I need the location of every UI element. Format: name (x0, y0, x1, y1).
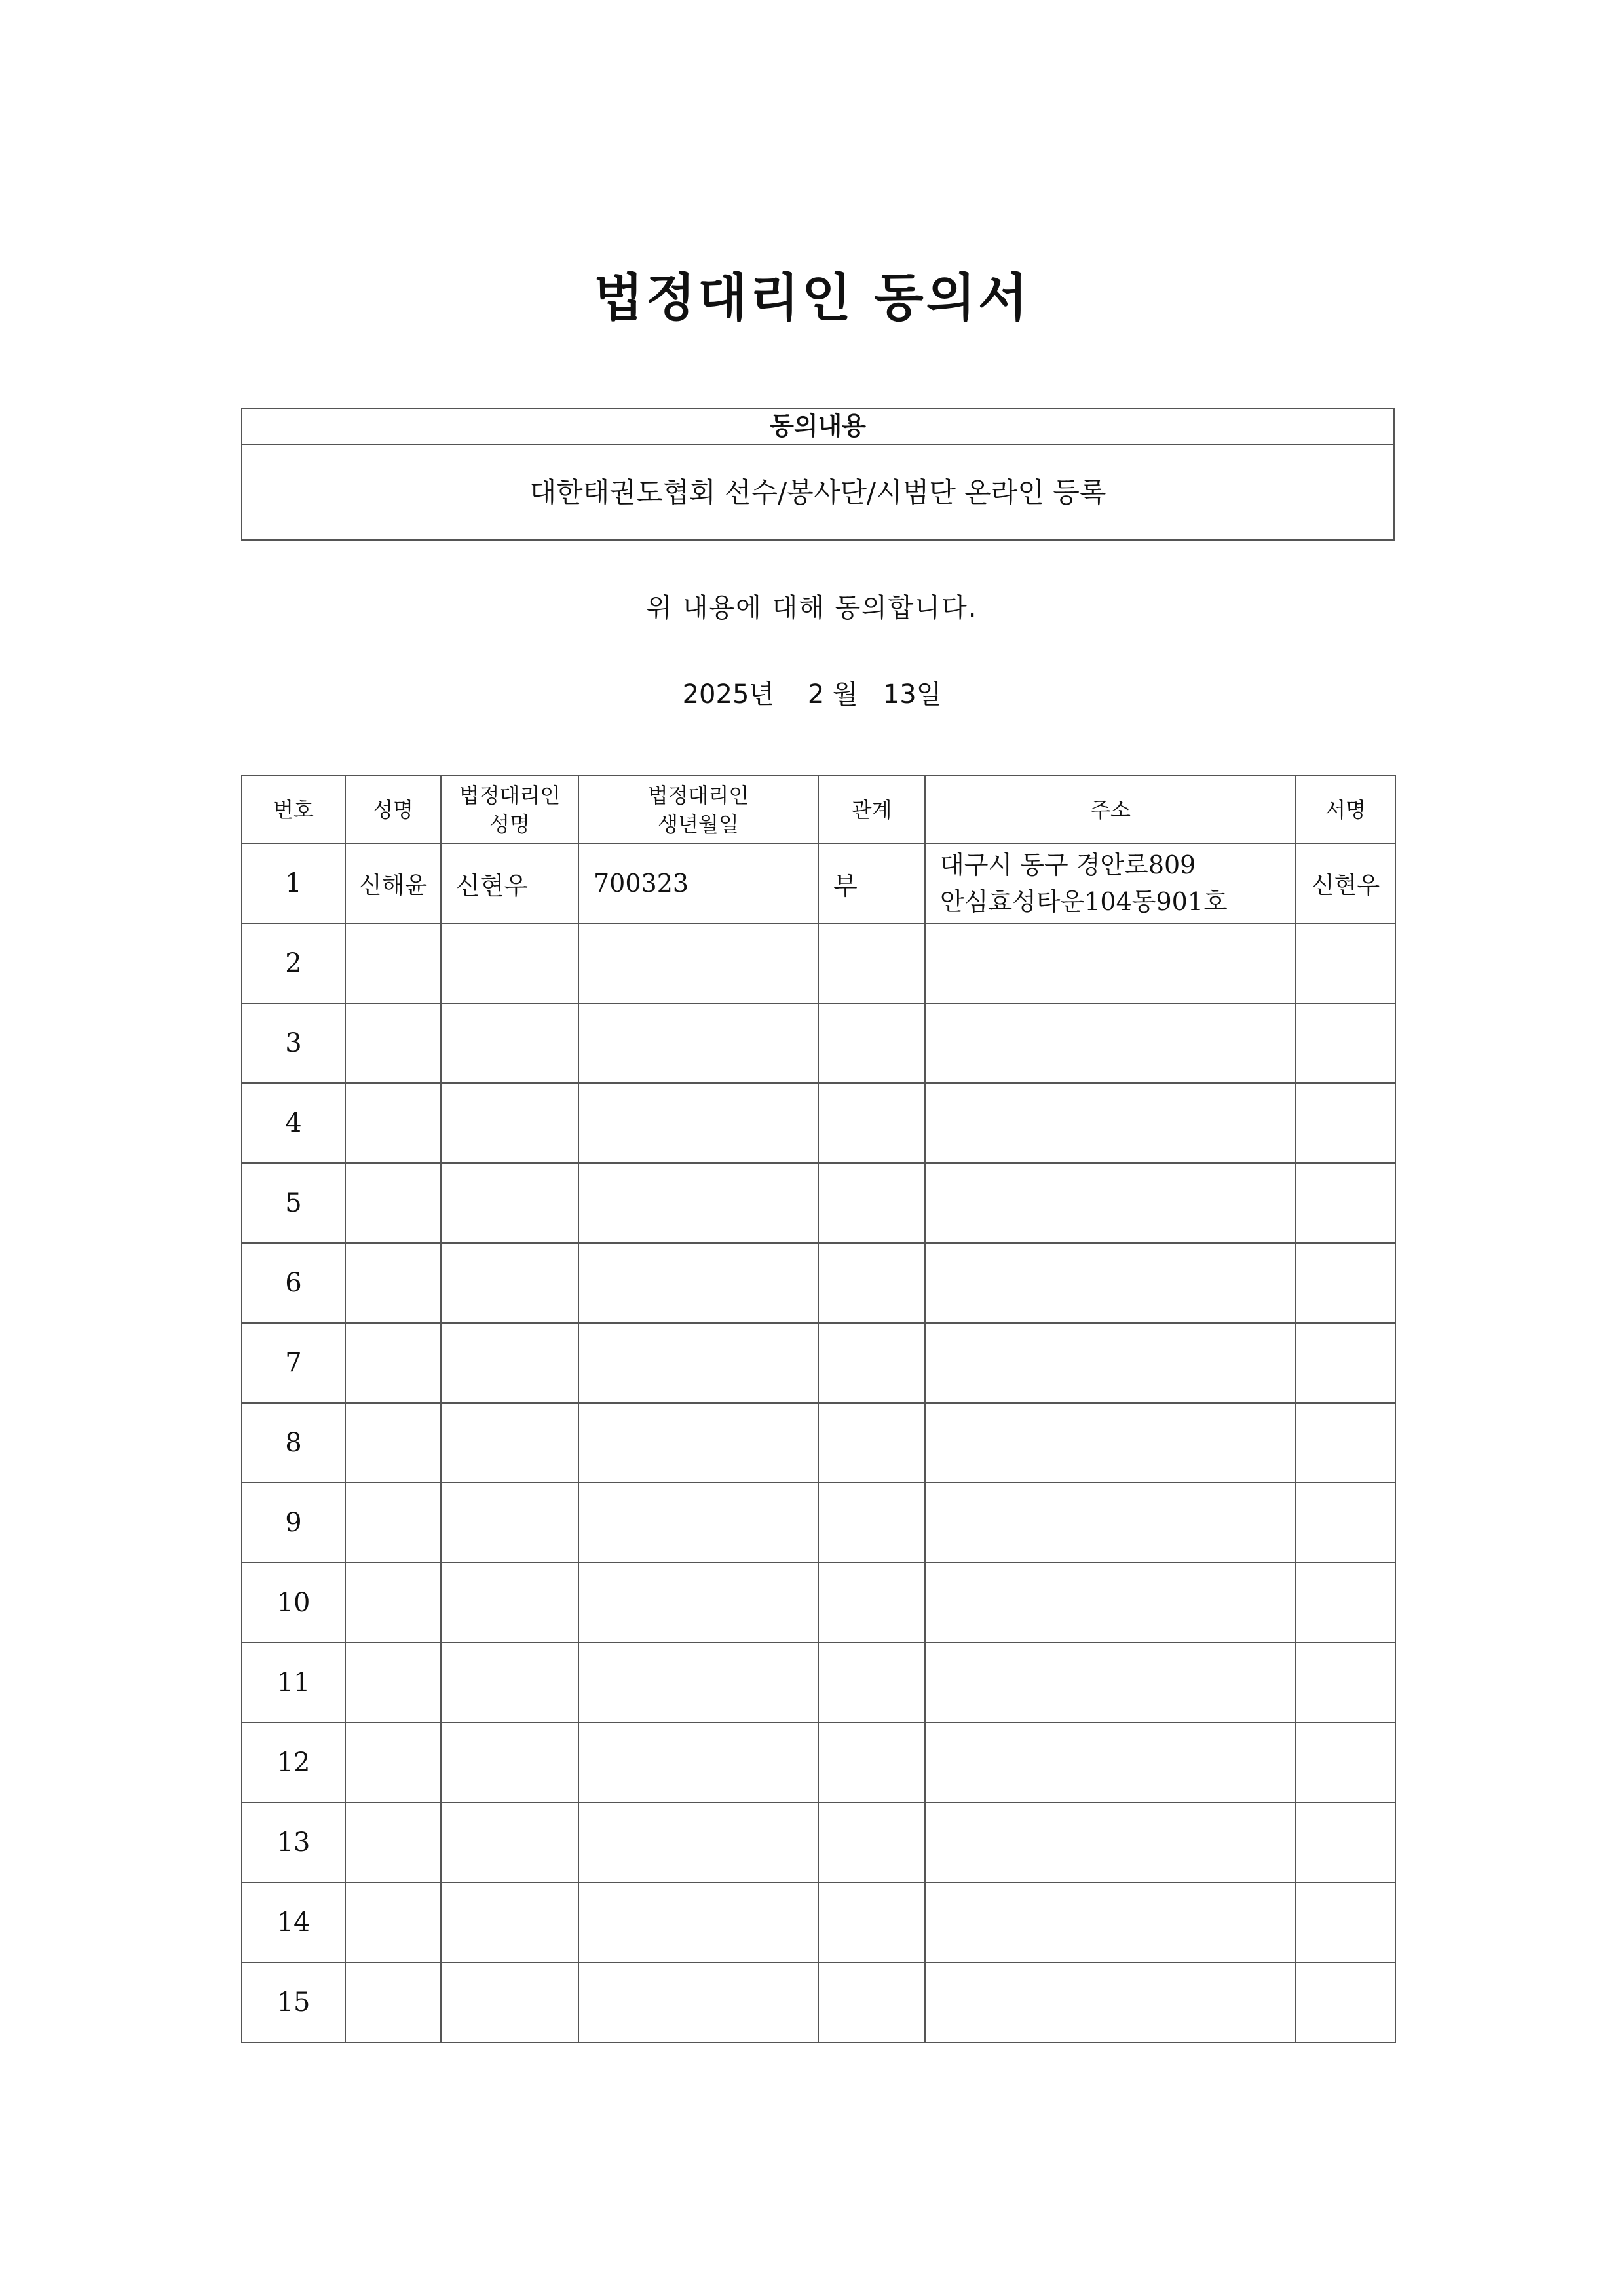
guardian-name-field (441, 1243, 578, 1323)
table-row (242, 1323, 1395, 1403)
guardian-name-field (441, 1163, 578, 1243)
row-number: 8 (242, 1403, 345, 1483)
row-number: 2 (242, 923, 345, 1003)
agreement-statement: 위 내용에 대해 동의합니다. (646, 593, 978, 623)
student-name-field (345, 1883, 441, 1962)
student-name-field (345, 923, 441, 1003)
consent-body: 대한태권도협회 선수/봉사단/시범단 온라인 등록 (529, 476, 1106, 508)
student-name-field (345, 1163, 441, 1243)
guardian-name-field: 신현우 (441, 843, 578, 923)
row-number: 7 (242, 1323, 345, 1403)
header-no: 번호 (242, 776, 345, 843)
signature-field (1296, 1003, 1395, 1083)
address-field (925, 843, 1296, 923)
table-row (242, 923, 1395, 1003)
guardian-birthdate-field (578, 1163, 818, 1243)
relation-field: 부 (818, 843, 925, 923)
student-name-field (345, 1323, 441, 1403)
address-field (925, 1163, 1296, 1243)
guardian-name-field (441, 1803, 578, 1883)
relation-field (818, 1643, 925, 1723)
guardian-birthdate-field (578, 1083, 818, 1163)
address-field (925, 1563, 1296, 1643)
table-header-row (242, 776, 1395, 843)
header-rep-birth: 법정대리인 생년월일 (578, 776, 818, 843)
signature-field (1296, 1883, 1395, 1962)
guardian-birthdate-field (578, 1883, 818, 1962)
row-number: 1 (242, 843, 345, 923)
consent-date: 2025년 2 월 13일 (682, 679, 942, 710)
signature-field (1296, 1083, 1395, 1163)
table-row (242, 1563, 1395, 1643)
student-name-field (345, 1483, 441, 1563)
student-name-field (345, 1083, 441, 1163)
header-name: 성명 (345, 776, 441, 843)
row-number: 11 (242, 1643, 345, 1723)
guardian-name-field (441, 1483, 578, 1563)
row-number: 3 (242, 1003, 345, 1083)
relation-field (818, 1962, 925, 2042)
guardian-birthdate-field (578, 1403, 818, 1483)
signature-field (1296, 1403, 1395, 1483)
guardian-name-field (441, 1403, 578, 1483)
guardian-birthdate-field (578, 1483, 818, 1563)
row-number: 10 (242, 1563, 345, 1643)
relation-field (818, 1883, 925, 1962)
address-field (925, 1803, 1296, 1883)
guardian-name-field (441, 1003, 578, 1083)
table-row (242, 1163, 1395, 1243)
student-name-field (345, 1243, 441, 1323)
student-name-field (345, 1962, 441, 2042)
consent-box (241, 408, 1395, 541)
guardian-birthdate-field (578, 1243, 818, 1323)
header-relation: 관계 (818, 776, 925, 843)
guardian-name-field (441, 923, 578, 1003)
relation-field (818, 923, 925, 1003)
relation-field (818, 1323, 925, 1403)
relation-field (818, 1723, 925, 1803)
table-row (242, 1483, 1395, 1563)
row-number: 4 (242, 1083, 345, 1163)
guardian-birthdate-field (578, 1643, 818, 1723)
header-rep-name: 법정대리인 성명 (441, 776, 578, 843)
guardian-birthdate-field (578, 1723, 818, 1803)
relation-field (818, 1163, 925, 1243)
row-number: 9 (242, 1483, 345, 1563)
guardian-table (241, 775, 1396, 2043)
student-name-field (345, 1563, 441, 1643)
address-field (925, 1323, 1296, 1403)
address-field (925, 1962, 1296, 2042)
student-name-field (345, 1003, 441, 1083)
student-name-field (345, 1643, 441, 1723)
signature-field (1296, 1723, 1395, 1803)
table-row (242, 1883, 1395, 1962)
signature-field (1296, 1962, 1395, 2042)
signature-field (1296, 1323, 1395, 1403)
table-row (242, 1803, 1395, 1883)
table-row (242, 1962, 1395, 2042)
address-field (925, 1403, 1296, 1483)
row-number: 12 (242, 1723, 345, 1803)
header-address: 주소 (925, 776, 1296, 843)
student-name-field: 신해윤 (345, 843, 441, 923)
guardian-name-field (441, 1962, 578, 2042)
header-signature: 서명 (1296, 776, 1395, 843)
signature-field (1296, 1243, 1395, 1323)
guardian-name-field (441, 1083, 578, 1163)
table-row (242, 1643, 1395, 1723)
relation-field (818, 1083, 925, 1163)
table-row (242, 1003, 1395, 1083)
guardian-name-field (441, 1883, 578, 1962)
guardian-name-field (441, 1723, 578, 1803)
address-line-1: 대구시 동구 경안로809 (940, 851, 1196, 879)
table-row (242, 1083, 1395, 1163)
table-row (242, 1723, 1395, 1803)
guardian-birthdate-field (578, 1803, 818, 1883)
relation-field (818, 1803, 925, 1883)
address-field (925, 1003, 1296, 1083)
document-title: 법정대리인 동의서 (594, 268, 1030, 328)
table-row (242, 843, 1395, 923)
consent-header: 동의내용 (242, 409, 1393, 445)
row-number: 14 (242, 1883, 345, 1962)
signature-field (1296, 1803, 1395, 1883)
relation-field (818, 1563, 925, 1643)
address-field (925, 1643, 1296, 1723)
signature-field (1296, 1163, 1395, 1243)
relation-field (818, 1003, 925, 1083)
address-field (925, 1083, 1296, 1163)
signature-field: 신현우 (1296, 843, 1395, 923)
address-field (925, 923, 1296, 1003)
address-field (925, 1483, 1296, 1563)
row-number: 5 (242, 1163, 345, 1243)
table-row (242, 1403, 1395, 1483)
relation-field (818, 1243, 925, 1323)
guardian-name-field (441, 1563, 578, 1643)
row-number: 6 (242, 1243, 345, 1323)
signature-field (1296, 923, 1395, 1003)
guardian-birthdate-field (578, 1563, 818, 1643)
guardian-birthdate-field: 700323 (578, 843, 818, 923)
student-name-field (345, 1723, 441, 1803)
row-number: 15 (242, 1962, 345, 2042)
guardian-birthdate-field (578, 1323, 818, 1403)
student-name-field (345, 1403, 441, 1483)
guardian-name-field (441, 1643, 578, 1723)
guardian-name-field (441, 1323, 578, 1403)
guardian-birthdate-field (578, 1962, 818, 2042)
relation-field (818, 1483, 925, 1563)
row-number: 13 (242, 1803, 345, 1883)
address-field (925, 1243, 1296, 1323)
address-field (925, 1883, 1296, 1962)
signature-field (1296, 1483, 1395, 1563)
signature-field (1296, 1563, 1395, 1643)
address-line-2: 안심효성타운104동901호 (940, 887, 1228, 916)
signature-field (1296, 1643, 1395, 1723)
guardian-birthdate-field (578, 923, 818, 1003)
table-row (242, 1243, 1395, 1323)
student-name-field (345, 1803, 441, 1883)
guardian-birthdate-field (578, 1003, 818, 1083)
address-field (925, 1723, 1296, 1803)
relation-field (818, 1403, 925, 1483)
